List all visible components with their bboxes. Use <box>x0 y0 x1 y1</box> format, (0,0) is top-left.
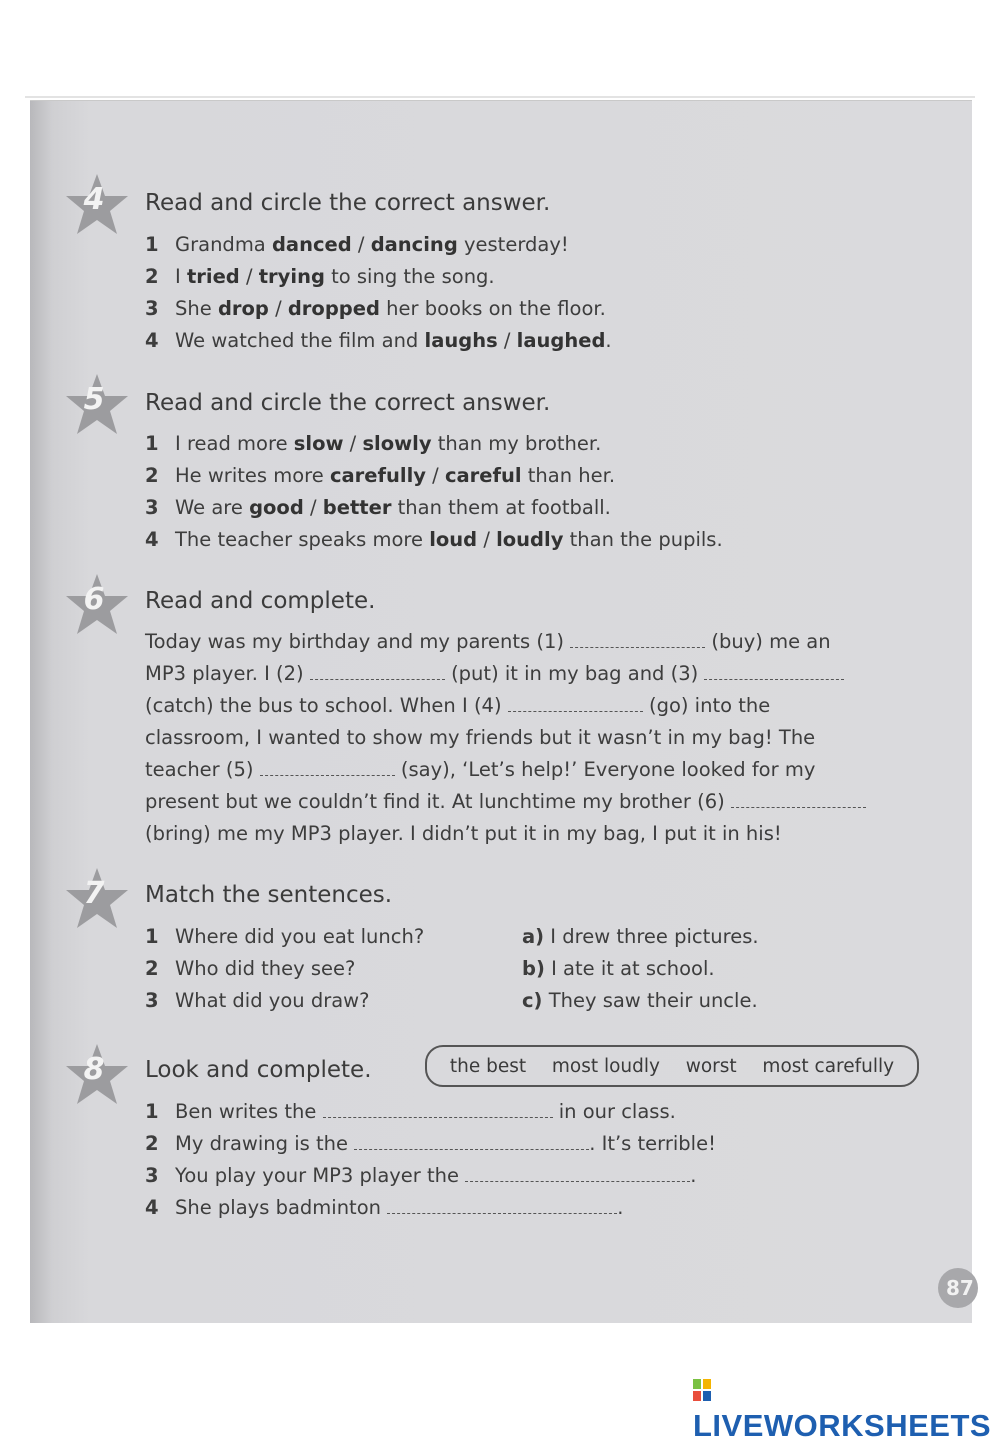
option-b[interactable]: laughed <box>516 329 606 352</box>
answer-blank[interactable] <box>465 1180 690 1182</box>
answer-blank-4[interactable] <box>508 710 643 712</box>
option-b[interactable]: loudly <box>496 528 564 551</box>
exercise-heading: Read and circle the correct answer. <box>145 190 551 216</box>
option-b[interactable]: dancing <box>370 233 458 256</box>
exercise-heading: Match the sentences. <box>145 882 393 908</box>
word-bank-item[interactable]: the best <box>449 1055 527 1077</box>
word-bank-item[interactable]: most loudly <box>551 1055 660 1077</box>
answer-blank-5[interactable] <box>260 774 395 776</box>
page-number: 87 <box>938 1268 978 1308</box>
option-a[interactable]: drop <box>217 297 269 320</box>
option-a[interactable]: tried <box>186 265 240 288</box>
exercise-heading: Look and complete. <box>145 1057 372 1083</box>
exercise-number-badge <box>62 372 132 442</box>
list-item: 3 You play your MP3 player the . <box>145 1164 697 1187</box>
answer-blank-2[interactable] <box>310 678 445 680</box>
exercise-heading: Read and complete. <box>145 588 376 614</box>
list-item: 4 We watched the film and laughs / laughed. <box>145 329 612 352</box>
option-b[interactable]: trying <box>258 265 325 288</box>
logo-text: LIVEWORKSHEETS <box>693 1408 992 1443</box>
paragraph-line: (catch) the bus to school. When I (4) (go) into the <box>145 694 771 717</box>
list-item: 1 Ben writes the in our class. <box>145 1100 676 1123</box>
answer-blank-1[interactable] <box>570 646 705 648</box>
list-item: 4 She plays badminton . <box>145 1196 624 1219</box>
exercise-number: 4 <box>83 182 105 217</box>
answer-blank[interactable] <box>387 1212 617 1214</box>
match-right-item[interactable]: b) I ate it at school. <box>522 957 715 980</box>
match-right-item[interactable]: c) They saw their uncle. <box>522 989 758 1012</box>
list-item: 2 I tried / trying to sing the song. <box>145 265 495 288</box>
paragraph-line: Today was my birthday and my parents (1) (buy) me an <box>145 630 831 653</box>
exercise-number-badge <box>62 172 132 242</box>
option-a[interactable]: danced <box>271 233 352 256</box>
exercise-heading: Read and circle the correct answer. <box>145 390 551 416</box>
list-item: 4 The teacher speaks more loud / loudly than the pupils. <box>145 528 723 551</box>
match-left-item[interactable]: 1 Where did you eat lunch? <box>145 925 425 948</box>
list-item: 2 My drawing is the . It’s terrible! <box>145 1132 716 1155</box>
match-left-item[interactable]: 2 Who did they see? <box>145 957 356 980</box>
logo-mark-icon <box>693 1379 713 1403</box>
top-rule <box>25 96 975 98</box>
list-item: 3 She drop / dropped her books on the floor. <box>145 297 606 320</box>
exercise-number-badge <box>62 572 132 642</box>
option-b[interactable]: slowly <box>362 432 432 455</box>
exercise-number: 7 <box>83 876 105 911</box>
paragraph-line: classroom, I wanted to show my friends but it wasn’t in my bag! The <box>145 726 816 749</box>
exercise-number: 6 <box>83 582 105 617</box>
answer-blank-6[interactable] <box>731 806 866 808</box>
option-a[interactable]: good <box>249 496 304 519</box>
word-bank-item[interactable]: most carefully <box>762 1055 895 1077</box>
liveworksheets-logo <box>693 1372 1000 1444</box>
answer-blank[interactable] <box>354 1148 589 1150</box>
list-item: 1 Grandma danced / dancing yesterday! <box>145 233 569 256</box>
option-a[interactable]: laughs <box>424 329 498 352</box>
list-item: 2 He writes more carefully / careful than her. <box>145 464 616 487</box>
option-b[interactable]: dropped <box>287 297 380 320</box>
exercise-number: 5 <box>83 382 105 417</box>
list-item: 3 We are good / better than them at football. <box>145 496 611 519</box>
option-b[interactable]: better <box>322 496 392 519</box>
paragraph-line: (bring) me my MP3 player. I didn’t put it in my bag, I put it in his! <box>145 822 782 845</box>
option-b[interactable]: careful <box>444 464 522 487</box>
answer-blank[interactable] <box>323 1116 553 1118</box>
exercise-number-badge <box>62 1042 132 1112</box>
option-a[interactable]: slow <box>293 432 344 455</box>
answer-blank-3[interactable] <box>704 678 844 680</box>
exercise-number: 8 <box>83 1052 105 1087</box>
option-a[interactable]: loud <box>429 528 478 551</box>
exercise-number-badge <box>62 866 132 936</box>
option-a[interactable]: carefully <box>329 464 426 487</box>
list-item: 1 I read more slow / slowly than my brother. <box>145 432 602 455</box>
word-bank-item[interactable]: worst <box>685 1055 737 1077</box>
match-right-item[interactable]: a) I drew three pictures. <box>522 925 759 948</box>
paragraph-line: MP3 player. I (2) (put) it in my bag and (3) <box>145 662 844 685</box>
paragraph-line: teacher (5) (say), ‘Let’s help!’ Everyone looked for my <box>145 758 816 781</box>
paragraph-line: present but we couldn’t find it. At lunchtime my brother (6) <box>145 790 866 813</box>
word-bank <box>425 1045 919 1087</box>
match-left-item[interactable]: 3 What did you draw? <box>145 989 370 1012</box>
